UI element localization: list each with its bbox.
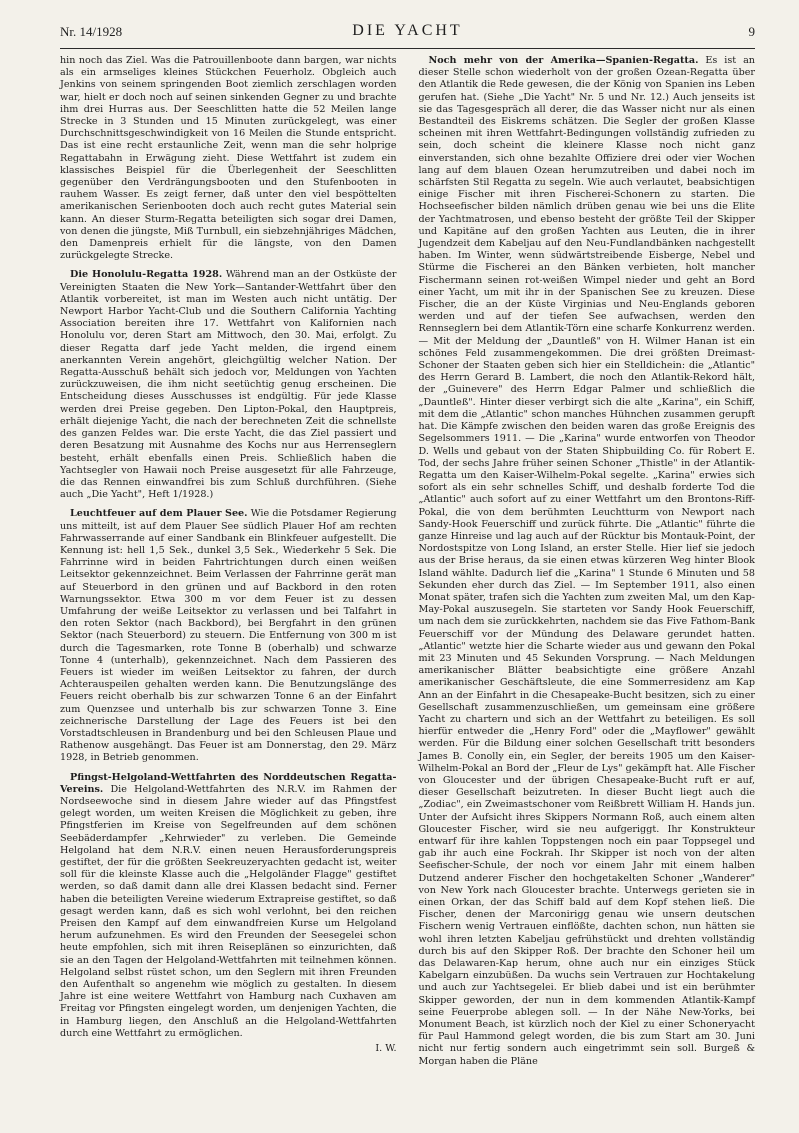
intro-paragraph: hin noch das Ziel. Was die Patrouillenboote dann bargen, war nichts als ein armseliges kleines Stückchen Feuerholz. Obgleich auch Jenkins von seinem springenden Boot ziemlich zerschlagen worden war, hielt er doch noch auf seinen sinkenden Gegner zu und brachte ihm drei Hurras aus. Der Seeschlitten hatte die 52 Meilen lange Strecke in 3 Stunden und 15 Minuten zurückgelegt, was einer Durchschnittsgeschwindigkeit von 16 Meilen die Stunde entspricht. Das ist eine recht erstaunliche Zeit, wenn man die sehr holprige Regattabahn in Erwägung zieht. Diese Wettfahrt ist zudem ein klassisches Beispiel für die Überlegenheit der Seeschlitten gegenüber den Verdrängungsbooten und den Stufenbooten in rauhem Wasser. Es zeigt ferner, daß unter den viel bespöttelten amerikanischen Serienbooten doch auch recht gutes Material sein kann. An dieser Sturm-Regatta beteiligten sich sogar drei Damen, von denen die jüngste, Miß Turnbull, ein siebzehnjähriges Mädchen, den Damenpreis erhielt für die längste, von den Damen zurückgelegte Strecke. [60, 55, 397, 262]
article-columns [60, 55, 755, 1075]
page-header [60, 18, 755, 48]
page-number: 9 [748, 24, 755, 39]
left-column [60, 55, 397, 1075]
plauer-body: Wie die Potsdamer Regierung uns mitteilt, ist auf dem Plauer See südlich Plauer Hof am rechten Fahrwasserrande auf einer Sandbank ein Blinkfeuer aufgestellt. Die Kennung ist: hell 1,5 Sek., dunkel 3,5 Sek., Wiederkehr 5 Sek. Die Fahrrinne wird in beiden Fahrtrichtungen durch einen weißen Leitsektor gekennzeichnet. Beim Verlassen der Fahrrinne gerät man auf Steuerbord in den grünen und auf Backbord in den roten Warnungssektor. Etwa 300 m vor dem Feuer ist zu dessen Umfahrung der weiße Leitsektor zu verlassen und bei Talfahrt in den roten Sektor (nach Backbord), bei Bergfahrt in den grünen Sektor (nach Steuerbord) zu steuern. Die Entfernung von 300 m ist durch die Tagesmarken, rote Tonne B (oberhalb) und schwarze Tonne 4 (unterhalb), gekennzeichnet. Nach dem Passieren des Feuers ist wieder im weißen Leitsektor zu fahren, der durch Achterauspeilen gehalten werden kann. Die Benutzungslänge des Feuers reicht oberhalb bis zur schwarzen Tonne 6 an der Einfahrt zum Quenzsee und unterhalb bis zur schwarzen Tonne 3. Eine zeichnerische Darstellung der Lage des Feuers ist bei den Vorstadtschleusen in Brandenburg und bei den Schleusen Plaue und Rathenow ausgehängt. Das Feuer ist am Donnerstag, den 29. März 1928, in Betrieb genommen. [60, 508, 397, 764]
pfingst-body: Die Helgoland-Wettfahrten des N.R.V. im Rahmen der Nordseewoche sind in diesem Jahre wieder auf das Pfingstfest gelegt worden, um weiten Kreisen die Möglichkeit zu geben, ihre Pfingstferien im Kreise von Segelfreunden auf dem schönen Seebäderdampfer „Kehrwieder" zu verleben. Die Gemeinde Helgoland hat dem N.R.V. einen neuen Herausforderungspreis gestiftet, der für die größten Seekreuzeryachten gedacht ist, weiter soll für die kleinste Klasse auch die „Helgoländer Flagge" gestiftet werden, so daß damit dann alle drei Klassen bedacht sind. Ferner haben die beteiligten Vereine wiederum Extrapreise gestiftet, so daß gesagt werden kann, daß es sich wohl verlohnt, bei den reichen Preisen den Kampf auf dem einwandfreien Kurse um Helgoland herum aufzunehmen. Es wird den Freunden der Seesegelei schon heute empfohlen, sich mit ihren Reiseplänen so einzurichten, daß sie an den Tagen der Helgoland-Wettfahrten mit teilnehmen können. Helgoland selbst rüstet schon, um den Seglern mit ihren Freunden den Aufenthalt so angenehm wie möglich zu gestalten. In diesem Jahre ist eine weitere Wettfahrt von Hamburg nach Cuxhaven am Freitag vor Pfingsten eingelegt worden, um denjenigen Yachten, die in Hamburg liegen, den Anschluß an die Helgoland-Wettfahrten durch eine Wettfahrt zu ermöglichen. [60, 783, 397, 1039]
pfingst-section [60, 772, 397, 1040]
issue-number: Nr. 14/1928 [60, 24, 123, 39]
right-column [419, 55, 756, 1075]
plauer-section [60, 508, 397, 764]
honolulu-section [60, 269, 397, 501]
amerika-section [419, 55, 756, 1068]
magazine-title: DIE YACHT [352, 22, 463, 39]
pfingst-heading: Pfingst-Helgoland-Wettfahrten des Norddeutschen Regatta-Vereins. [60, 771, 397, 795]
author-signature: I. W. [375, 1043, 397, 1055]
amerika-body: Es ist an dieser Stelle schon wiederholt von der großen Ozean-Regatta über den Atlantik die Rede gewesen, die der König von Spanien ins Leben gerufen hat. (Siehe „Die Yacht" Nr. 5 und Nr. 12.) Auch jenseits ist sie das Tagesgespräch all derer, die das Wasser nicht nur als einen Bestandteil des Eiskrems schätzen. Die Segler der großen Klasse scheinen mit ihren Wettfahrt-Bedingungen vollständig zufrieden zu sein, doch scheint die kleinere Klasse noch nicht ganz einverstanden, sich ohne bezahlte Offiziere drei oder vier Wochen lang auf dem blauen Ozean herumzutreiben und dabei noch im schärfsten Stil Regatta zu segeln. Wie auch verlautet, beabsichtigen einige Fischer mit ihren Fischerei-Schonern zu starten. Die Hochseefischer bilden nämlich drüben genau wie bei uns die Elite der Yachtmatrosen, und ebenso besteht der größte Teil der Skipper und Kapitäne auf den großen Yachten aus Leuten, die in ihrer Jugendzeit dem Kabeljau auf den Neu-Fundlandbänken nachgestellt haben. Im Winter, wenn südwärtstreibende Eisberge, Nebel und Stürme die Fischerei an den Bänken verbieten, holt mancher Fischermann seinen rot-weißen Wimpel nieder und geht an Bord einer Yacht, um mit ihr in der Spanischen See zu kreuzen. Diese Fischer, die an der Küste Virginias und Neu-Englands geboren werden und auf der tiefen See aufwachsen, werden den Rennseglern bei dem Atlantik-Törn eine scharfe Konkurrenz werden. — Mit der Meldung der „Dauntleß" von H. Wilmer Hanan ist ein schönes Feld zusammengekommen. Die drei größten Dreimast-Schoner der Staaten geben sich hier ein Stelldichein: die „Atlantic" des Herrn Gerard B. Lambert, die noch den Atlantik-Rekord hält, der „Guinevere" des Herrn Edgar Palmer und schließlich die „Dauntleß". Hinter dieser verbirgt sich die alte „Karina", ein Schiff, mit dem die „Atlantic" schon manches Hühnchen zusammen gerupft hat. Die Kämpfe zwischen den beiden waren das große Ereignis des Segelsommers 1911. — Die „Karina" wurde entworfen von Theodor D. Wells und gebaut von der Staten Shipbuilding Co. für Robert E. Tod, der sechs Jahre früher seinen Schoner „Thistle" in der Atlantik-Regatta um den Kaiser-Wilhelm-Pokal segelte. „Karina" erwies sich sofort als ein sehr schnelles Schiff, und deshalb forderte Tod die „Atlantic" auch sofort auf zu einer Wettfahrt um den Brontons-Riff-Pokal, die von dem berühmten Leuchtturm von Newport nach Sandy-Hook Feuerschiff und zurück führte. Die „Atlantic" führte die ganze Hinreise und lag auch auf der Rücktur bis Montauk-Point, der Nordostspitze von Long Island, an erster Stelle. Hier lief sie jedoch aus der Brise heraus, da sie einen etwas kürzeren Weg hinter Blook Island wählte. Dadurch lief die „Karina" 1 Stunde 6 Minuten und 58 Sekunden eher durch das Ziel. — Im September 1911, also einen Monat später, trafen sich die Yachten zum zweiten Mal, um den Kap-May-Pokal auszusegeln. Sie starteten vor Sandy Hook Feuerschiff, um nach dem sie zurückkehrten, nachdem sie das Five Fathom-Bank Feuerschiff vor der Mündung des Delaware gerundet hatten. „Atlantic" wetzte hier die Scharte wieder aus und gewann den Pokal mit 23 Minuten und 45 Sekunden Vorsprung. — Nach Meldungen amerikanischer Blätter beabsichtigte eine größere Anzahl amerikanischer Geschäftsleute, die eine Sommerresidenz am Kap Ann an der Einfahrt in die Chesapeake-Bucht besitzen, sich zu einer Gesellschaft zusammenzuschließen, um gemeinsam eine größere Yacht zu chartern und sich an der Wettfahrt zu beteiligen. Es soll hierfür entweder die „Henry Ford" oder die „Mayflower" gewählt werden. Für die Bildung einer solchen Gesellschaft tritt besonders James B. Conolly ein, ein Segler, der bereits 1905 um den Kaiser-Wilhelm-Pokal an Bord der „Fleur de Lys" gekämpft hat. Alle Fischer von Gloucester und der übrigen Chesapeake-Bucht ruft er auf, dieser Gesellschaft beizutreten. In dieser Bucht liegt auch die „Zodiac", ein Zweimastschoner vom Reißbrett William H. Hands jun. Unter der Aufsicht ihres Skippers Normann Roß, auch einem alten Gloucester Fischer, wird sie neu aufgeriggt. Ihr Konstrukteur entwarf für ihre kahlen Toppstengen noch ein paar Toppsegel und gab ihr auch eine Fockrah. Ihr Skipper ist noch von der alten Seefischer-Schule, der noch vor einem Jahr mit einem halben Dutzend anderer Fischer den hochgetakelten Schoner „Wanderer" von New York nach Gloucester brachte. Unterwegs gerieten sie in einen Orkan, der das Schiff bald auf dem Kopf stehen ließ. Die Fischer, denen der Marconirigg genau wie unsern deutschen Fischern wenig Vertrauen einflößte, dachten schon, nun hätten sie wohl ihren letzten Kabeljau gefrühstückt und drehten vollständig durch bis auf den Skipper Roß. Der brachte den Schoner heil um das Delawaren-Kap herum, ohne auch nur ein einziges Stück Kabelgarn einzubüßen. Da wuchs sein Vertrauen zur Hochtakelung und auch zur Yachtsegelei. Er blieb dabei und ist ein berühmter Skipper geworden, der nun in dem kommenden Atlantik-Kampf seine Feuerprobe ablegen soll. — In der Nähe New-Yorks, bei Monument Beach, ist kürzlich noch der Kiel zu einer Schoneryacht für Paul Hammond gelegt worden, die bis zum Start am 30. Juni nicht nur fertig sondern auch eingetrimmt sein soll. Burgeß & Morgan haben die Pläne [418, 55, 755, 1067]
amerika-heading: Noch mehr von der Amerika—Spanien-Regatta. [428, 55, 699, 66]
header-rule [60, 48, 755, 49]
plauer-heading: Leuchtfeuer auf dem Plauer See. [70, 508, 248, 520]
honolulu-body: Während man an der Ostküste der Vereinigten Staaten die New York—Santander-Wettfahrt über den Atlantik vorbereitet, ist man im Westen auch nicht untätig. Der Newport Harbor Yacht-Club und die Southern California Yachting Association bereiten ihre 17. Wettfahrt von Kalifornien nach Honolulu vor, deren Start am Mittwoch, den 30. Mai, erfolgt. Zu dieser Regatta darf jede Yacht melden, die irgend einem anerkannten Verein angehört, gleichgültig welcher Nation. Der Regatta-Ausschuß behält sich jedoch vor, Meldungen von Yachten zurückzuweisen, die ihm nicht seetüchtig genug erscheinen. Die Entscheidung dieses Ausschusses ist endgültig. Für jede Klasse werden drei Preise gegeben. Den Lipton-Pokal, den Hauptpreis, erhält diejenige Yacht, die nach der berechneten Zeit die schnellste des ganzen Feldes war. Die erste Yacht, die das Ziel passiert und deren Besatzung mit Ausnahme des Kochs nur aus Herrenseglern besteht, erhält ebenfalls einen Preis. Schließlich haben die Yachtsegler von Hawaii noch Preise ausgesetzt für alle Fahrzeuge, die das Rennen einwandfrei bis zum Schluß durchführen. (Siehe auch „Die Yacht", Heft 1/1928.) [60, 269, 397, 501]
honolulu-heading: Die Honolulu-Regatta 1928. [70, 269, 223, 281]
